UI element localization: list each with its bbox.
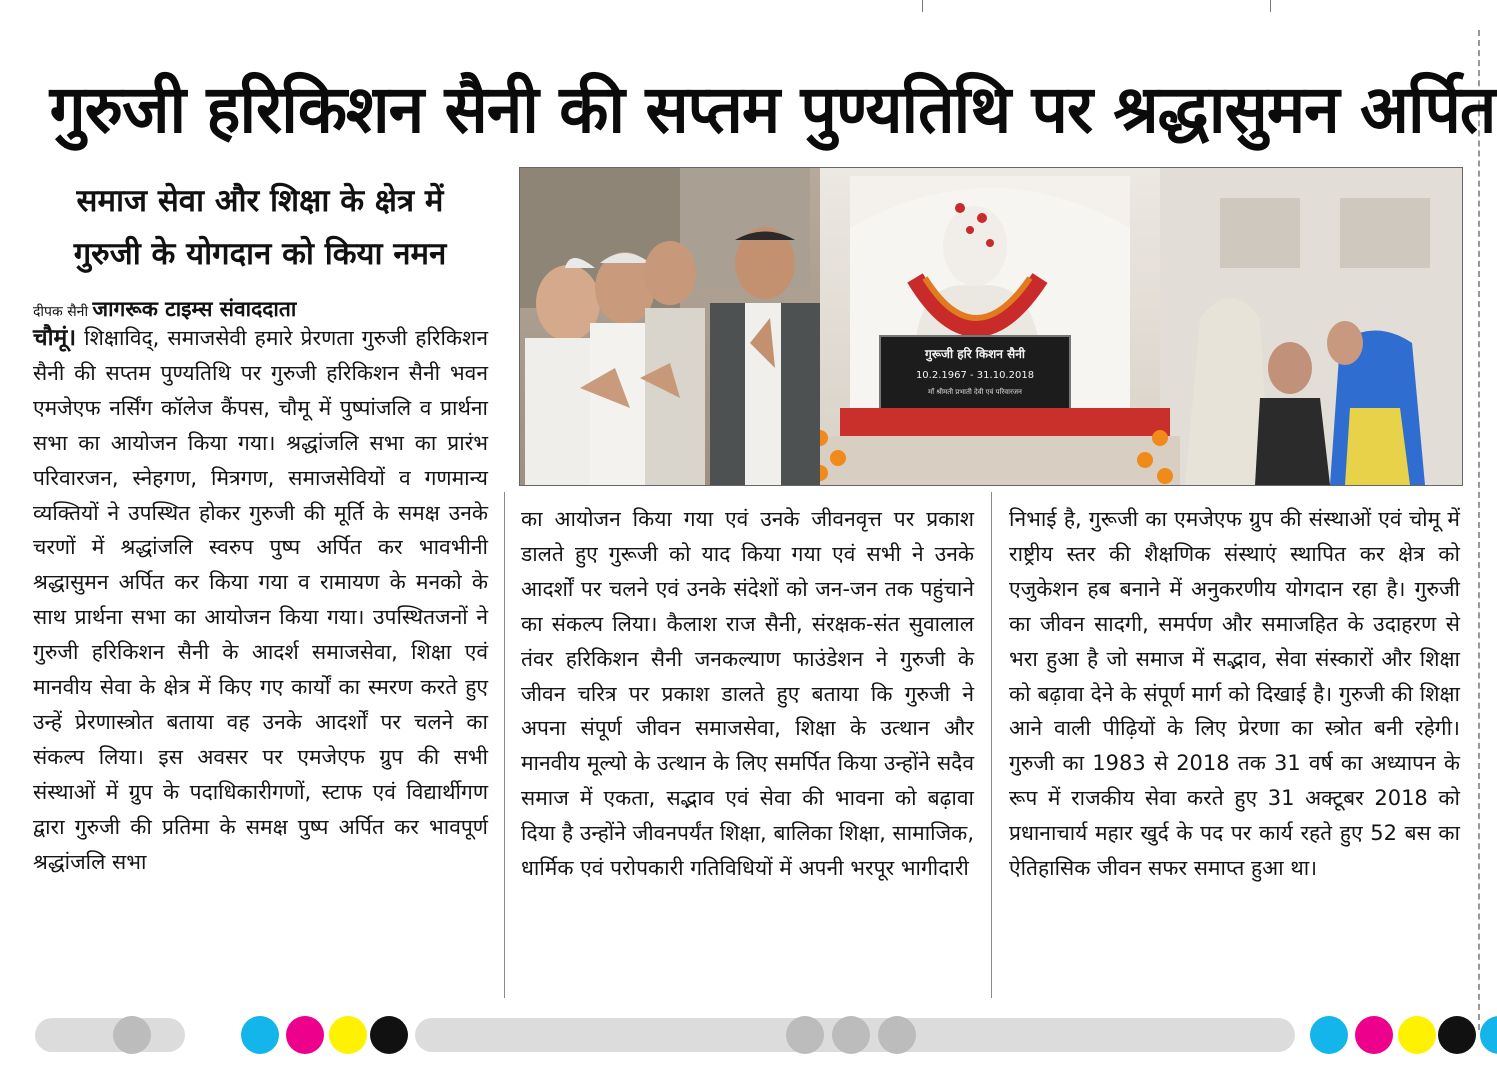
yellow-registration-dot [1398,1016,1436,1054]
plaque-title: गुरूजी हरि किशन सैनी [924,347,1026,361]
article-column-2 [521,502,974,1002]
plaque-subtitle: माँ श्रीमती प्रभाती देवी एवं परिवारजन [928,388,1022,396]
column-1-text: शिक्षाविद्, समाजसेवी हमारे प्रेरणता गुरुजी हरिकिशन सैनी की सप्तम पुण्यतिथि पर गुरुजी हरिकिशन सैनी भवन एमजेएफ नर्सिंग कॉलेज कैंपस, चौमू में पुष्पांजलि व प्रार्थना सभा का आयोजन किया गया। श्रद्धांजलि सभा का प्रारंभ परिवारजन, स्नेहगण, मित्रगण, समाजसेवियों व गणमान्य व्यक्तियों ने उपस्थित होकर गुरुजी की मूर्ति के समक्ष उनके चरणों में श्रद्धांजलि स्वरुप पुष्प अर्पित कर भावभीनी श्रद्धासुमन अर्पित कर किया गया व रामायण के मनको के साथ प्रार्थना सभा का आयोजन किया गया। उपस्थितजनों ने गुरुजी हरिकिशन सैनी के आदर्श समाजसेवा, शिक्षा एवं मानवीय सेवा के क्षेत्र में किए गए कार्यों का स्मरण करते हुए उन्हें प्रेरणास्त्रोत बताया वह उनके आदर्शों पर चलने का संकल्प लिया। इस अवसर पर एमजेएफ ग्रुप की सभी संस्थाओं में ग्रुप के पदाधिकारीगणों, स्टाफ एवं विद्यार्थीगण द्वारा गुरुजी की प्रतिमा के समक्ष पुष्प अर्पित कर भावपूर्ण श्रद्धांजलि सभा [33,326,488,874]
gray-registration-dot [878,1016,916,1054]
article-column-1 [33,321,488,1001]
yellow-registration-dot [329,1016,367,1054]
magenta-registration-dot [286,1016,324,1054]
column-rule [504,492,505,998]
headline: गुरुजी हरिकिशन सैनी की सप्तम पुण्यतिथि पर श्रद्धासुमन अर्पित [49,71,1496,148]
gray-registration-dot [113,1016,151,1054]
gray-registration-dot [786,1016,824,1054]
registration-bar [35,1018,185,1052]
column-3-text: निभाई है, गुरूजी का एमजेएफ ग्रुप की संस्थाओं एवं चोमू में राष्ट्रीय स्तर की शैक्षणिक संस्थाएं स्थापित कर क्षेत्र को एजुकेशन हब बनाने में अनुकरणीय योगदान रहा है। गुरुजी का जीवन सादगी, समर्पण और समाजहित के उदाहरण से भरा हुआ है जो समाज में सद्भाव, सेवा संस्कारों और शिक्षा को बढ़ावा देने के संपूर्ण मार्ग को दिखाई है। गुरुजी की शिक्षा आने वाली पीढ़ियों के लिए प्रेरणा का स्त्रोत बनी रहेगी। गुरुजी का 1983 से 2018 तक 31 वर्ष का अध्यापन के रूप में राजकीय सेवा करते हुए 31 अक्टूबर 2018 को प्रधानाचार्य महार खुर्द के पद पर कार्य रहते हुए 52 बस का ऐतिहासिक जीवन सफर समाप्त हुआ था। [1009,507,1460,881]
gray-registration-dot [832,1016,870,1054]
article-column-3 [1009,502,1460,1002]
subheadline-line-2: गुरुजी के योगदान को किया नमन [73,236,447,272]
column-rule [991,492,992,998]
cyan-registration-dot [241,1016,279,1054]
dateline: चौमूं। [33,325,77,351]
crop-mark [922,0,923,12]
plaque-dates: 10.2.1967 - 31.10.2018 [915,370,1035,381]
subheadline-line-1: समाज सेवा और शिक्षा के क्षेत्र में [76,183,444,219]
black-registration-dot [1438,1016,1476,1054]
column-2-text: का आयोजन किया गया एवं उनके जीवनवृत्त पर प्रकाश डालते हुए गुरूजी को याद किया गया एवं सभी ने उनके आदर्शों पर चलने एवं उनके संदेशों को जन-जन तक पहुंचाने का संकल्प लिया। कैलाश राज सैनी, संरक्षक-संत सुवालाल तंवर हरिकिशन सैनी जनकल्याण फाउंडेशन ने गुरुजी के जीवन चरित्र पर प्रकाश डालते हुए बताया कि गुरुजी ने अपना संपूर्ण जीवन समाजसेवा, शिक्षा के उत्थान और मानवीय मूल्यो के उत्थान के लिए समर्पित किया उन्होंने सदैव समाज में एकता, सद्भाव एवं सेवा की भावना को बढ़ावा दिया है उन्होंने जीवनपर्यंत शिक्षा, बालिका शिक्षा, सामाजिक, धार्मिक एवं परोपकारी गतिविधियों में अपनी भरपूर भागीदारी [521,507,974,881]
reporter-name: दीपक सैनी [33,304,89,320]
top-edge [0,0,1497,20]
page-guide-line [1478,30,1480,1030]
cyan-registration-dot [1310,1016,1348,1054]
magenta-registration-dot [1355,1016,1393,1054]
byline-organization: जागरूक टाइम्स संवाददाता [92,297,297,321]
black-registration-dot [370,1016,408,1054]
news-photo [519,167,1463,486]
cyan-registration-dot [1480,1016,1497,1054]
tribute-scene-illustration [520,168,1462,485]
crop-mark [1270,0,1271,12]
